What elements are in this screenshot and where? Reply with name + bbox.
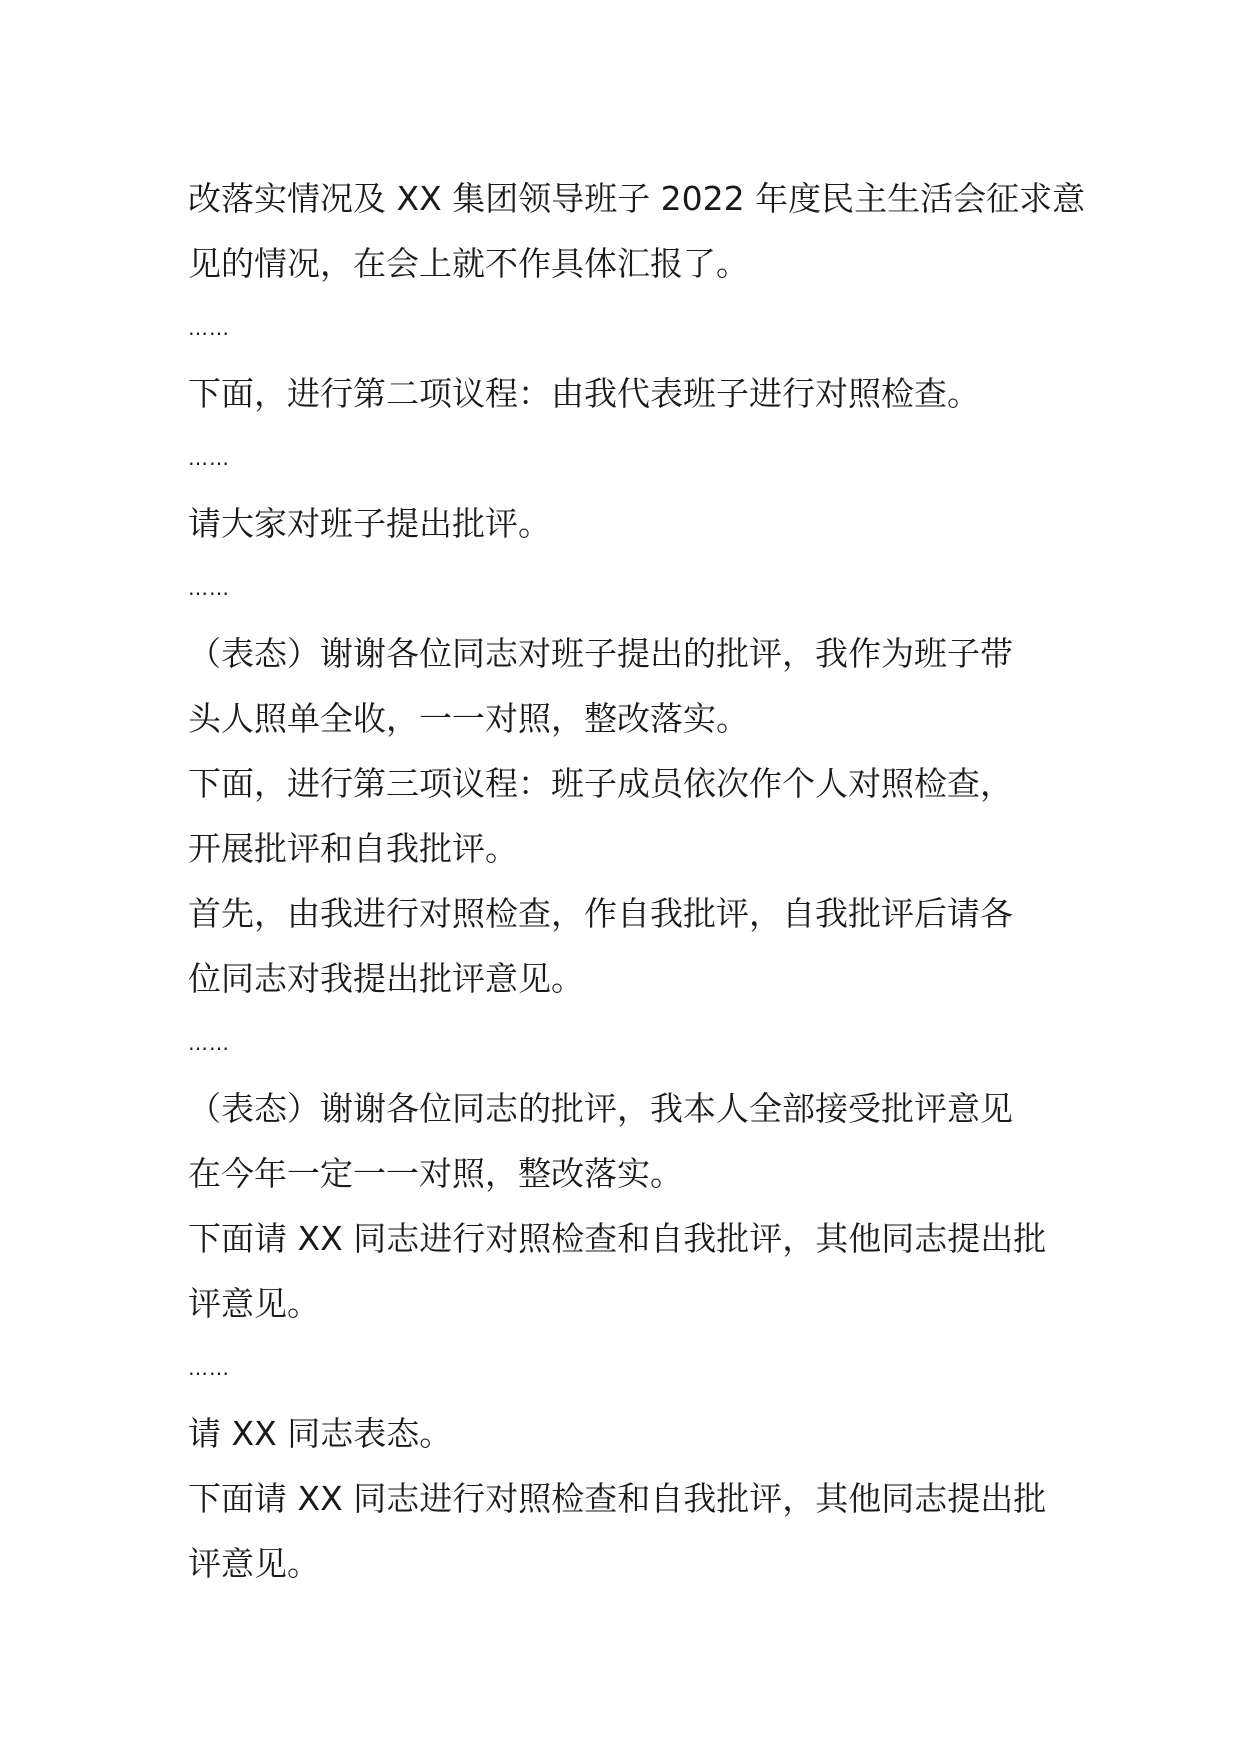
text-line: （表态）谢谢各位同志对班子提出的批评，我作为班子带: [188, 634, 1013, 673]
text-line: 首先，由我进行对照检查，作自我批评，自我批评后请各: [188, 894, 1013, 933]
text-line: 下面，进行第三项议程：班子成员依次作个人对照检查，: [188, 764, 1013, 803]
text-line: 下面请 XX 同志进行对照检查和自我批评，其他同志提出批: [188, 1479, 1047, 1518]
text-line: （表态）谢谢各位同志的批评，我本人全部接受批评意见: [188, 1089, 1013, 1128]
text-line: 下面请 XX 同志进行对照检查和自我批评，其他同志提出批: [188, 1219, 1047, 1258]
text-line: 改落实情况及 XX 集团领导班子 2022 年度民主生活会征求意: [188, 179, 1086, 218]
document-body: [188, 166, 1086, 1596]
text-line: 在今年一定一一对照，整改落实。: [188, 1154, 683, 1193]
text-line: 评意见。: [188, 1284, 320, 1323]
ellipsis-line: ……: [188, 576, 230, 600]
text-line: 见的情况，在会上就不作具体汇报了。: [188, 244, 749, 283]
text-line: 评意见。: [188, 1544, 320, 1583]
ellipsis-line: ……: [188, 316, 230, 340]
ellipsis-line: ……: [188, 1356, 230, 1380]
ellipsis-line: ……: [188, 1031, 230, 1055]
text-line: 头人照单全收，一一对照，整改落实。: [188, 699, 749, 738]
text-line: 位同志对我提出批评意见。: [188, 959, 584, 998]
text-line: 请大家对班子提出批评。: [188, 504, 551, 543]
text-line: 开展批评和自我批评。: [188, 829, 518, 868]
text-line: 下面，进行第二项议程：由我代表班子进行对照检查。: [188, 374, 980, 413]
ellipsis-line: ……: [188, 446, 230, 470]
text-line: 请 XX 同志表态。: [188, 1414, 453, 1453]
